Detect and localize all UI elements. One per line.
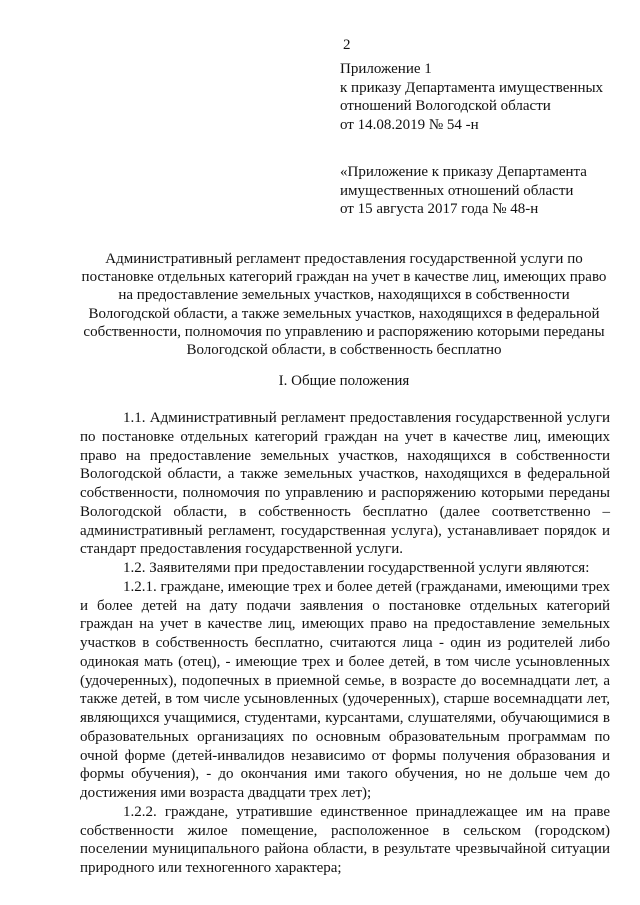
paragraph: 1.1. Административный регламент предоставления государственной услуги по постановке отдельных категорий граждан на учет в качестве лиц, имеющих право на предоставление земельных участков, находящихся в собственности Вологодской области, а также земельных участков, находящихся в федеральной собственности, полномочия по управлению и распоряжению которыми переданы Вологодской области, в собственность бесплатно (далее соответственно – административный регламент, государственная услуга), устанавливает порядок и стандарт предоставления государственной услуги. <box>80 410 610 558</box>
appendix-reference-line: «Приложение к приказу Департамента <box>340 164 587 180</box>
appendix-line: от 14.08.2019 № 54 -н <box>340 116 479 133</box>
document-title: Административный регламент предоставления государственной услуги по постановке отдельных категорий граждан на учет в качестве лиц, имеющих право на предоставление земельных участков, находящихся в собственности Вологодской области, а также земельных участков, находящихся в федеральной собственности, полномочия по управлению и распоряжению которыми переданы Вологодской области, в собственность бесплатно <box>81 251 607 359</box>
page-number: 2 <box>343 37 351 53</box>
appendix-line: Приложение 1 <box>340 61 432 77</box>
appendix-header <box>340 60 603 134</box>
paragraph: 1.2.1. граждане, имеющие трех и более детей (гражданами, имеющими трех и более детей на дату подачи заявления о постановке отдельных категорий граждан на учет в качестве лиц, имеющих право на предоставление земельных участков в собственность бесплатно, считаются лица - один из родителей либо одинокая мать (отец), - имеющие трех и более детей, в том числе усыновленных (удочеренных), подопечных в приемной семье, в возрасте до восемнадцати лет, а также детей, в том числе усыновленных (удочеренных), старше восемнадцати лет, являющихся учащимися, студентами, курсантами, слушателями, обучающимися в образовательных организациях по основным образовательным программам по очной форме (детей-инвалидов независимо от формы получения образования и формы обучения), - до окончания ими такого обучения, но не дольше чем до достижения ими возраста двадцати трех лет); <box>80 578 610 801</box>
appendix-line: к приказу Департамента имущественных <box>340 79 604 96</box>
section-heading: I. Общие положения <box>278 373 410 389</box>
paragraph: 1.2.2. граждане, утратившие единственное принадлежащее им на праве собственности жилое помещение, расположенное в сельском (городском) поселении муниципального района области, в результате чрезвычайной ситуации природного или техногенного характера; <box>80 803 610 876</box>
appendix-reference <box>340 163 587 219</box>
paragraph: 1.2. Заявителями при предоставлении государственной услуги являются: <box>123 560 590 576</box>
document-body <box>80 409 610 878</box>
appendix-line: отношений Вологодской области <box>340 98 551 114</box>
appendix-reference-line: от 15 августа 2017 года № 48-н <box>340 201 539 217</box>
appendix-reference-line: имущественных отношений области <box>340 182 574 199</box>
